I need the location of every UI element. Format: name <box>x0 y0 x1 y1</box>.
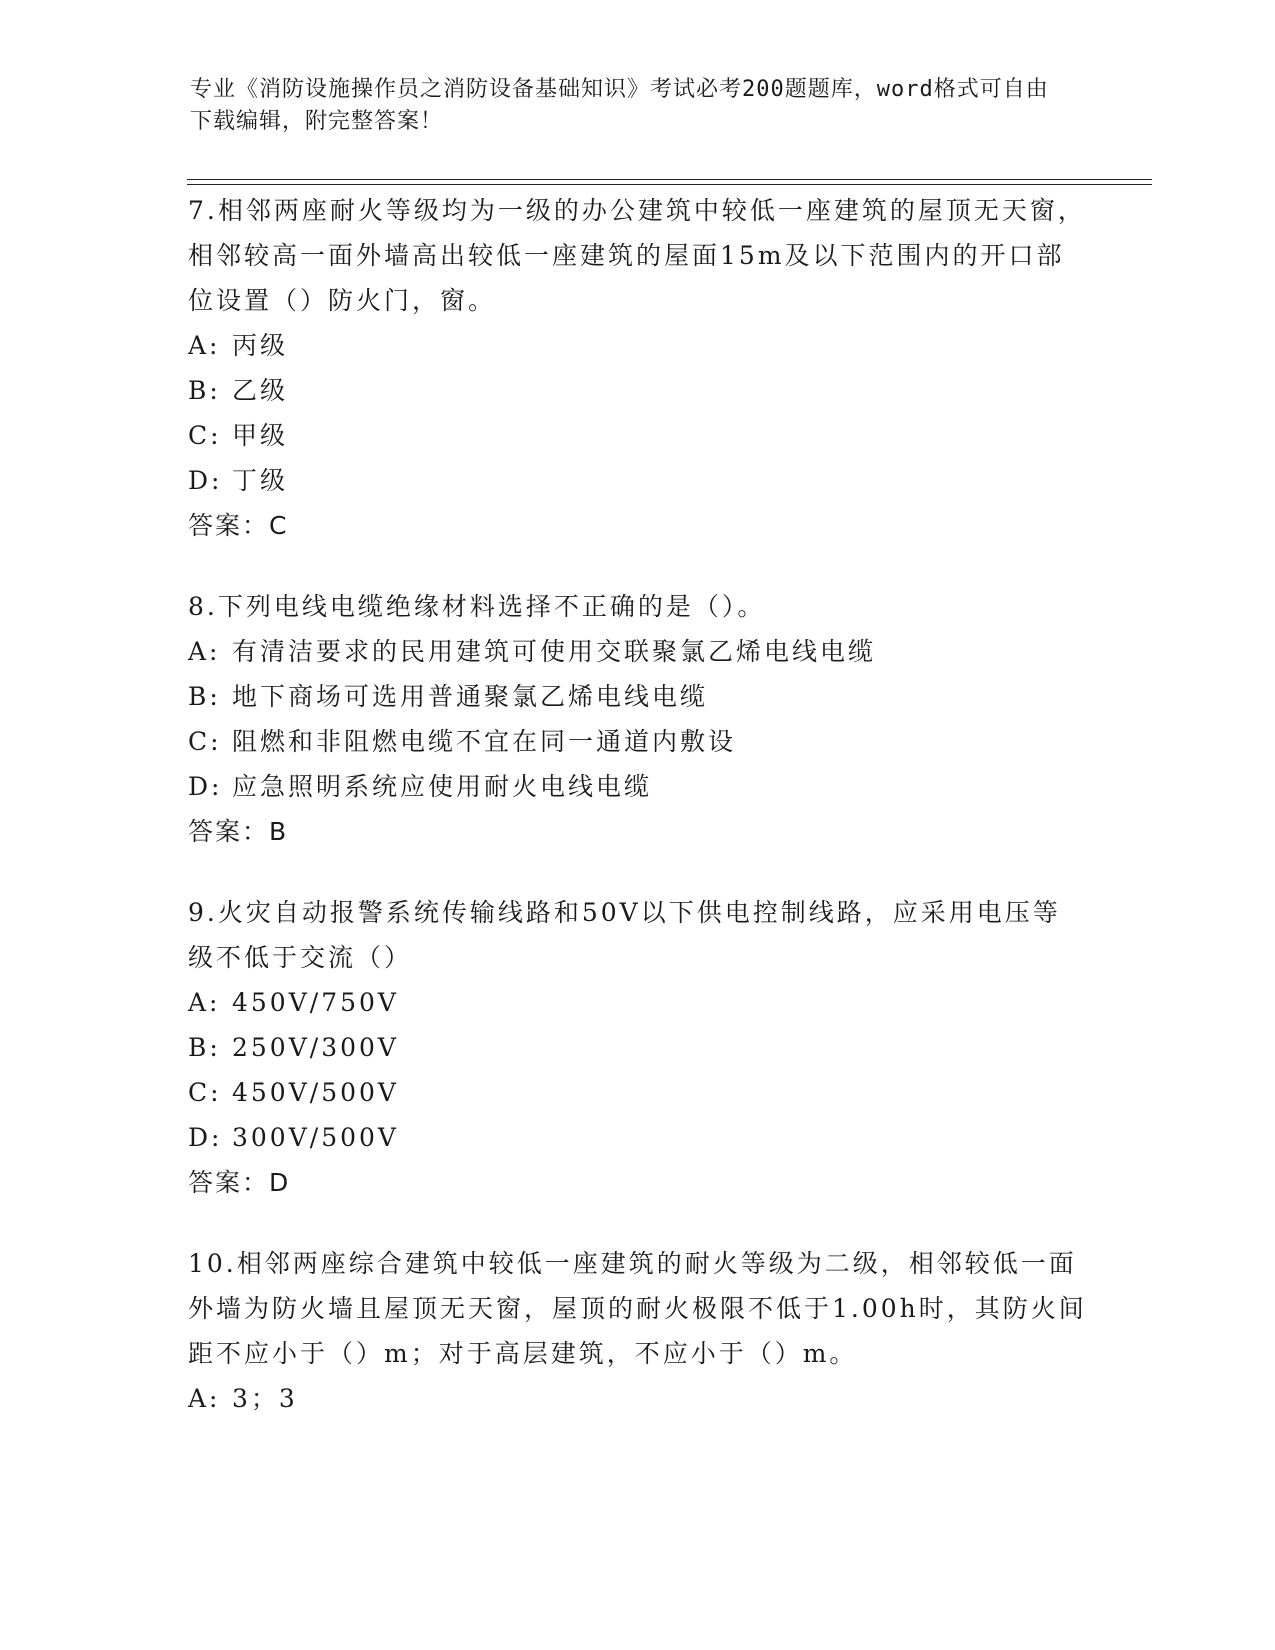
option-text: 阻燃和非阻燃电缆不宜在同一通道内敷设 <box>232 727 737 756</box>
question-8 <box>188 584 1088 855</box>
option-text: 3；3 <box>232 1384 298 1413</box>
option-a <box>188 1376 1088 1421</box>
option-c <box>188 413 1088 458</box>
option-a <box>188 323 1088 368</box>
option-key: D: <box>188 772 223 801</box>
option-text: 丙级 <box>232 331 289 360</box>
option-text: 丁级 <box>232 466 289 495</box>
option-key: C: <box>188 1078 222 1107</box>
option-key: A: <box>188 331 221 360</box>
option-text: 450V/500V <box>232 1078 399 1107</box>
option-d <box>188 764 1088 809</box>
answer: 答案：B <box>188 817 289 846</box>
document-header: 专业《消防设施操作员之消防设备基础知识》考试必考200题题库，word格式可自由下载编辑，附完整答案！ <box>190 77 1049 134</box>
question-7 <box>188 188 1088 549</box>
option-key: B: <box>188 1033 221 1062</box>
option-text: 300V/500V <box>232 1123 399 1152</box>
option-key: A: <box>188 988 221 1017</box>
question-10 <box>188 1241 1088 1421</box>
option-c <box>188 719 1088 764</box>
header-rule-top <box>187 179 1152 180</box>
option-text: 有清洁要求的民用建筑可使用交联聚氯乙烯电线电缆 <box>232 637 877 666</box>
option-key: C: <box>188 421 222 450</box>
option-key: D: <box>188 466 223 495</box>
option-b <box>188 368 1088 413</box>
question-text: 8.下列电线电缆绝缘材料选择不正确的是（）。 <box>188 592 766 621</box>
option-text: 乙级 <box>232 376 289 405</box>
option-key: A: <box>188 637 221 666</box>
option-b <box>188 674 1088 719</box>
option-d <box>188 1115 1088 1160</box>
question-list <box>188 188 1088 1456</box>
option-text: 250V/300V <box>232 1033 399 1062</box>
option-text: 450V/750V <box>232 988 399 1017</box>
option-a <box>188 980 1088 1025</box>
option-key: B: <box>188 376 221 405</box>
option-text: 地下商场可选用普通聚氯乙烯电线电缆 <box>232 682 709 711</box>
question-text: 9.火灾自动报警系统传输线路和50V以下供电控制线路，应采用电压等级不低于交流（） <box>188 898 1061 972</box>
question-text: 10.相邻两座综合建筑中较低一座建筑的耐火等级为二级，相邻较低一面外墙为防火墙且屋顶无天窗，屋顶的耐火极限不低于1.00h时，其防火间距不应小于（）m；对于高层建筑，不应小于（）m。 <box>188 1249 1087 1368</box>
option-key: C: <box>188 727 222 756</box>
answer: 答案：C <box>188 511 289 540</box>
option-text: 甲级 <box>232 421 289 450</box>
option-b <box>188 1025 1088 1070</box>
question-9 <box>188 890 1088 1206</box>
option-d <box>188 458 1088 503</box>
option-c <box>188 1070 1088 1115</box>
option-key: B: <box>188 682 221 711</box>
option-key: D: <box>188 1123 223 1152</box>
question-text: 7.相邻两座耐火等级均为一级的办公建筑中较低一座建筑的屋顶无天窗，相邻较高一面外墙高出较低一座建筑的屋面15m及以下范围内的开口部位设置（）防火门，窗。 <box>188 196 1086 315</box>
header-rule-bottom <box>187 184 1152 185</box>
option-a <box>188 629 1088 674</box>
answer: 答案：D <box>188 1168 291 1197</box>
option-text: 应急照明系统应使用耐火电线电缆 <box>232 772 653 801</box>
option-key: A: <box>188 1384 221 1413</box>
